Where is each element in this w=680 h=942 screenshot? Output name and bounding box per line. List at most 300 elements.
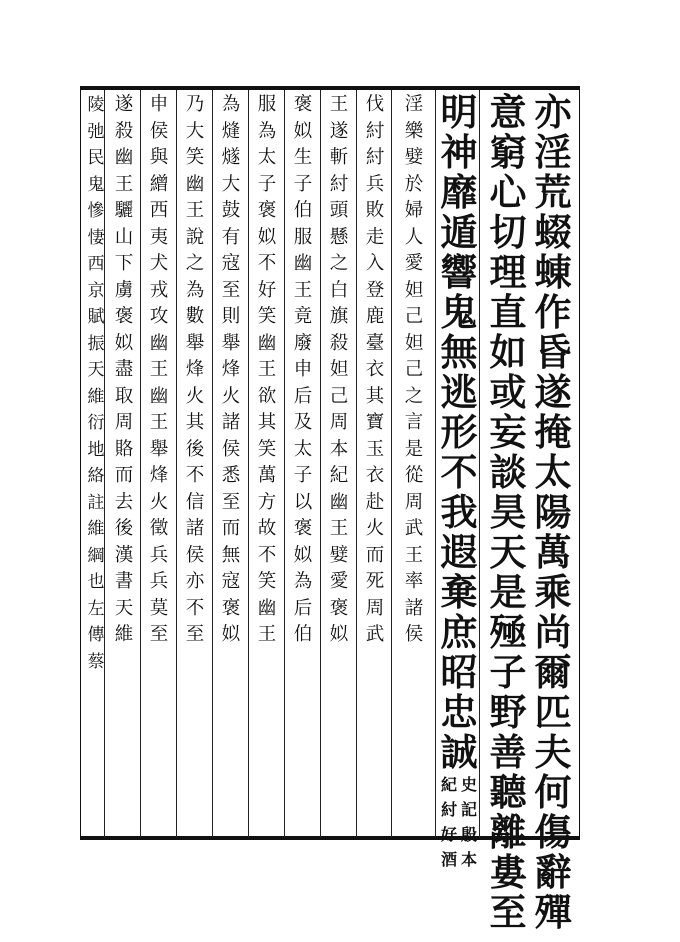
text-char: 褒: [329, 597, 349, 619]
text-char: 周: [404, 491, 424, 513]
commentary-column-4: [286, 92, 320, 836]
text-char: 直: [489, 290, 527, 334]
text-char: 信: [185, 491, 205, 513]
text-char: 盡: [114, 359, 134, 380]
text-char: 太: [257, 147, 277, 168]
text-char: 登: [365, 279, 385, 301]
text-char: 棄: [440, 570, 478, 614]
text-char: 太: [534, 450, 572, 494]
text-char: 愛: [404, 253, 424, 274]
text-char: 離: [489, 810, 527, 854]
text-char: 幽: [114, 147, 134, 168]
text-char: 諸: [185, 518, 205, 539]
text-char: 本: [329, 438, 349, 460]
text-char: 武: [365, 624, 385, 645]
text-char: 敗: [365, 200, 385, 221]
text-char: 玉: [365, 438, 385, 460]
text-char: 姒: [114, 332, 134, 354]
text-char: 乃: [185, 94, 205, 115]
text-char: 子: [293, 465, 313, 486]
text-char: 姒: [293, 544, 313, 566]
text-char: 理: [489, 250, 527, 294]
text-char: 姒: [221, 624, 241, 645]
column-rule: [140, 90, 141, 838]
text-char: 己: [404, 359, 424, 380]
text-char: 談: [489, 450, 527, 494]
text-char: 頭: [329, 200, 349, 221]
text-char: 說: [185, 226, 205, 248]
text-char: 王: [114, 173, 134, 195]
text-char: 侯: [149, 120, 169, 142]
text-char: 數: [185, 306, 205, 327]
text-char: 鼓: [221, 200, 241, 221]
text-char: 白: [329, 279, 349, 301]
text-char: 生: [293, 147, 313, 168]
text-char: 姒: [329, 624, 349, 645]
text-char: 維: [87, 519, 105, 539]
text-char: 衣: [365, 359, 385, 380]
text-char: 庶: [440, 610, 478, 654]
text-char: 犬: [149, 253, 169, 274]
text-char: 死: [365, 571, 385, 592]
text-char: 或: [489, 370, 527, 414]
text-char: 大: [185, 120, 205, 142]
text-char: 入: [365, 253, 385, 274]
text-char: 徵: [149, 518, 169, 539]
commentary-column-2: [358, 92, 392, 836]
text-char: 王: [329, 94, 349, 115]
text-char: 烽: [185, 359, 205, 380]
text-char: 其: [185, 412, 205, 433]
text-char: 京: [87, 280, 105, 301]
text-char: 淫: [404, 94, 424, 115]
text-char: 妲: [404, 332, 424, 354]
text-char: 王: [257, 624, 277, 645]
note-line: [441, 772, 457, 872]
text-char: 旗: [329, 306, 349, 327]
text-char: 萬: [257, 465, 277, 486]
commentary-column-8: [142, 92, 176, 836]
text-char: 尚: [534, 610, 572, 654]
text-char: 紂: [365, 147, 385, 168]
text-char: 傳: [87, 625, 105, 645]
column-rule: [176, 90, 177, 838]
text-char: 遂: [114, 94, 134, 115]
text-char: 掩: [534, 410, 572, 454]
text-char: 形: [440, 410, 478, 454]
text-char: 廢: [293, 332, 313, 354]
text-char: 振: [87, 333, 105, 354]
text-char: 天: [114, 597, 134, 619]
note-char: 酒: [440, 850, 457, 869]
note-char: 記: [461, 800, 478, 819]
text-char: 昏: [534, 330, 572, 374]
text-char: 西: [87, 254, 105, 274]
text-char: 萬: [534, 530, 572, 574]
text-char: 王: [257, 359, 277, 380]
text-char: 申: [293, 359, 313, 380]
text-char: 王: [293, 279, 313, 301]
text-char: 赴: [365, 491, 385, 513]
text-char: 侯: [404, 624, 424, 645]
text-char: 遂: [534, 370, 572, 414]
text-char: 烽: [149, 465, 169, 486]
main-text-column-3: [436, 90, 482, 869]
commentary-column-5: [250, 92, 284, 836]
text-char: 王: [149, 412, 169, 433]
text-char: 逃: [440, 370, 478, 414]
text-char: 於: [404, 173, 424, 195]
text-char: 笑: [257, 571, 277, 592]
text-char: 弛: [87, 121, 105, 142]
text-char: 亦: [534, 90, 572, 134]
text-char: 褒: [257, 200, 277, 221]
text-char: 至: [221, 491, 241, 513]
interlinear-note: [441, 772, 477, 872]
text-char: 如: [489, 330, 527, 374]
text-char: 忠: [440, 690, 478, 734]
text-char: 而: [365, 544, 385, 566]
text-char: 衣: [365, 465, 385, 486]
text-char: 服: [293, 226, 313, 248]
text-char: 野: [489, 690, 527, 734]
text-char: 申: [149, 94, 169, 115]
text-char: 樂: [404, 120, 424, 142]
text-char: 夷: [149, 226, 169, 248]
text-char: 也: [87, 572, 105, 592]
text-char: 意: [489, 90, 527, 134]
text-char: 之: [404, 385, 424, 407]
text-char: 子: [257, 173, 277, 195]
text-char: 是: [489, 570, 527, 614]
text-char: 幽: [293, 253, 313, 274]
text-char: 至: [221, 279, 241, 301]
text-char: 臺: [365, 332, 385, 354]
text-char: 衍: [87, 413, 105, 433]
text-char: 與: [149, 147, 169, 168]
text-char: 我: [440, 490, 478, 534]
text-char: 悉: [221, 465, 241, 486]
text-char: 笑: [257, 438, 277, 460]
text-char: 殺: [114, 120, 134, 142]
text-char: 褒: [221, 597, 241, 619]
text-char: 蔡: [87, 651, 105, 672]
text-char: 笑: [185, 147, 205, 168]
text-char: 無: [221, 544, 241, 566]
text-char: 亦: [185, 571, 205, 592]
text-char: 殫: [534, 890, 572, 934]
text-char: 斬: [329, 147, 349, 168]
note-char: 本: [461, 850, 478, 869]
text-char: 妲: [329, 359, 349, 380]
text-char: 書: [114, 571, 134, 592]
text-char: 寶: [365, 412, 385, 433]
text-char: 至: [489, 890, 527, 934]
text-char: 寇: [221, 253, 241, 274]
text-char: 至: [185, 624, 205, 645]
text-char: 遁: [440, 210, 478, 254]
column-rule: [212, 90, 213, 838]
text-char: 率: [404, 571, 424, 592]
text-char: 蝃: [534, 210, 572, 254]
commentary-column-1: [394, 92, 434, 836]
text-char: 作: [534, 290, 572, 334]
text-char: 愛: [329, 571, 349, 592]
text-char: 天: [87, 360, 105, 380]
text-char: 舉: [185, 332, 205, 354]
column-rule: [356, 90, 357, 838]
text-char: 火: [365, 518, 385, 539]
text-char: 后: [293, 597, 313, 619]
text-char: 王: [329, 518, 349, 539]
text-char: 幽: [257, 597, 277, 619]
note-line: [461, 772, 477, 872]
text-char: 褒: [293, 94, 313, 115]
text-char: 兵: [365, 173, 385, 195]
text-char: 蝀: [534, 250, 572, 294]
text-char: 燧: [221, 147, 241, 168]
text-char: 陵: [87, 95, 105, 115]
text-char: 傷: [534, 810, 572, 854]
text-char: 是: [404, 438, 424, 460]
text-char: 幽: [185, 173, 205, 195]
text-char: 走: [365, 226, 385, 248]
text-char: 熢: [221, 120, 241, 142]
commentary-column-9: [108, 92, 140, 836]
text-char: 武: [404, 518, 424, 539]
main-text-column-1: [530, 90, 576, 934]
text-char: 昊: [489, 490, 527, 534]
text-char: 虜: [114, 279, 134, 301]
text-char: 子: [293, 173, 313, 195]
text-char: 舉: [221, 332, 241, 354]
text-char: 兵: [149, 544, 169, 566]
text-char: 綱: [87, 545, 105, 566]
text-char: 而: [221, 518, 241, 539]
text-char: 悽: [87, 227, 105, 248]
text-char: 不: [185, 465, 205, 486]
text-char: 周: [114, 412, 134, 433]
text-char: 王: [404, 544, 424, 566]
text-char: 紀: [329, 465, 349, 486]
text-char: 言: [404, 412, 424, 433]
text-char: 笑: [257, 306, 277, 327]
text-char: 婁: [489, 850, 527, 894]
text-char: 火: [185, 385, 205, 407]
text-char: 漢: [114, 544, 134, 566]
text-char: 山: [114, 226, 134, 248]
text-char: 遐: [440, 530, 478, 574]
text-char: 匹: [534, 690, 572, 734]
text-char: 故: [257, 518, 277, 539]
text-char: 嬖: [329, 544, 349, 566]
text-char: 至: [149, 624, 169, 645]
main-text-column-2: [486, 90, 530, 934]
text-char: 子: [489, 650, 527, 694]
text-char: 攻: [149, 306, 169, 327]
text-char: 王: [185, 200, 205, 221]
text-char: 幽: [257, 332, 277, 354]
text-char: 有: [221, 226, 241, 248]
text-char: 驪: [114, 200, 134, 221]
text-char: 妲: [404, 279, 424, 301]
text-char: 荒: [534, 170, 572, 214]
text-char: 不: [185, 597, 205, 619]
text-char: 方: [257, 491, 277, 513]
text-char: 后: [293, 385, 313, 407]
column-rule: [248, 90, 249, 838]
text-char: 爾: [534, 650, 572, 694]
text-char: 何: [534, 770, 572, 814]
text-char: 伯: [293, 200, 313, 221]
text-char: 王: [149, 359, 169, 380]
text-char: 戎: [149, 279, 169, 301]
text-char: 慘: [87, 201, 105, 221]
text-char: 及: [293, 412, 313, 433]
text-char: 後: [114, 518, 134, 539]
text-char: 周: [329, 412, 349, 433]
text-char: 為: [221, 94, 241, 115]
text-char: 舉: [149, 438, 169, 460]
text-char: 神: [440, 130, 478, 174]
text-char: 之: [185, 253, 205, 274]
text-char: 嬖: [404, 147, 424, 168]
text-char: 太: [293, 438, 313, 460]
text-char: 侯: [221, 438, 241, 460]
text-char: 竟: [293, 306, 313, 327]
text-char: 莫: [149, 597, 169, 619]
text-char: 諸: [404, 597, 424, 619]
text-char: 鹿: [365, 306, 385, 327]
text-char: 妄: [489, 410, 527, 454]
text-char: 殺: [329, 332, 349, 354]
text-char: 左: [87, 598, 105, 619]
text-char: 烽: [221, 359, 241, 380]
text-char: 從: [404, 465, 424, 486]
text-char: 註: [87, 492, 105, 513]
text-char: 靡: [440, 170, 478, 214]
text-char: 其: [365, 385, 385, 407]
text-char: 無: [440, 330, 478, 374]
text-char: 懸: [329, 226, 349, 248]
text-char: 火: [149, 491, 169, 513]
text-char: 為: [257, 120, 277, 142]
text-char: 好: [257, 279, 277, 301]
text-char: 紂: [329, 173, 349, 195]
text-char: 聽: [489, 770, 527, 814]
note-char: 紂: [440, 800, 457, 819]
text-char: 繒: [149, 173, 169, 195]
text-char: 之: [329, 253, 349, 274]
text-char: 幽: [329, 491, 349, 513]
text-char: 響: [440, 250, 478, 294]
text-char: 諸: [221, 412, 241, 433]
text-char: 己: [329, 385, 349, 407]
text-char: 去: [114, 491, 134, 513]
column-rule: [320, 90, 321, 838]
text-char: 以: [293, 491, 313, 513]
text-char: 下: [114, 253, 134, 274]
note-char: 史: [461, 775, 478, 794]
text-char: 取: [114, 385, 134, 407]
text-char: 乘: [534, 570, 572, 614]
column-rule: [284, 90, 285, 838]
text-char: 侯: [185, 544, 205, 566]
note-char: 好: [440, 825, 457, 844]
text-char: 鬼: [440, 290, 478, 334]
text-char: 夫: [534, 730, 572, 774]
text-char: 淫: [534, 130, 572, 174]
text-char: 天: [489, 530, 527, 574]
text-char: 火: [221, 385, 241, 407]
commentary-column-3: [322, 92, 356, 836]
text-char: 窮: [489, 130, 527, 174]
text-char: 褒: [114, 306, 134, 327]
text-char: 寇: [221, 571, 241, 592]
text-char: 兵: [149, 571, 169, 592]
text-char: 幽: [149, 385, 169, 407]
text-char: 為: [185, 279, 205, 301]
text-char: 不: [257, 253, 277, 274]
text-char: 陽: [534, 490, 572, 534]
text-char: 褒: [293, 518, 313, 539]
text-char: 服: [257, 94, 277, 115]
text-char: 欲: [257, 385, 277, 407]
text-char: 而: [114, 465, 134, 486]
text-char: 幽: [149, 332, 169, 354]
text-char: 心: [489, 170, 527, 214]
text-char: 絡: [87, 466, 105, 486]
text-char: 賂: [114, 438, 134, 460]
text-char: 不: [440, 450, 478, 494]
text-char: 民: [87, 148, 105, 168]
text-char: 昭: [440, 650, 478, 694]
text-char: 為: [293, 571, 313, 592]
text-char: 姒: [293, 120, 313, 142]
text-char: 姒: [257, 226, 277, 248]
text-char: 賦: [87, 307, 105, 327]
commentary-column-7: [178, 92, 212, 836]
text-char: 切: [489, 210, 527, 254]
text-char: 周: [365, 597, 385, 619]
text-char: 婦: [404, 200, 424, 221]
text-char: 人: [404, 226, 424, 248]
text-char: 殛: [489, 610, 527, 654]
text-char: 善: [489, 730, 527, 774]
note-char: 殷: [461, 825, 478, 844]
text-char: 維: [87, 386, 105, 407]
text-char: 不: [257, 544, 277, 566]
note-char: 紀: [440, 775, 457, 794]
text-char: 伯: [293, 624, 313, 645]
text-char: 辭: [534, 850, 572, 894]
text-char: 己: [404, 306, 424, 327]
text-char: 後: [185, 438, 205, 460]
text-char: 地: [87, 439, 105, 460]
commentary-column-10: [84, 92, 108, 836]
text-char: 西: [149, 200, 169, 221]
text-char: 鬼: [87, 174, 105, 195]
text-char: 維: [114, 624, 134, 645]
commentary-column-6: [214, 92, 248, 836]
text-char: 大: [221, 173, 241, 195]
text-char: 紂: [365, 120, 385, 142]
text-char: 其: [257, 412, 277, 433]
text-char: 遂: [329, 120, 349, 142]
text-char: 明: [440, 90, 478, 134]
text-char: 伐: [365, 94, 385, 115]
text-char: 誠: [440, 730, 478, 774]
